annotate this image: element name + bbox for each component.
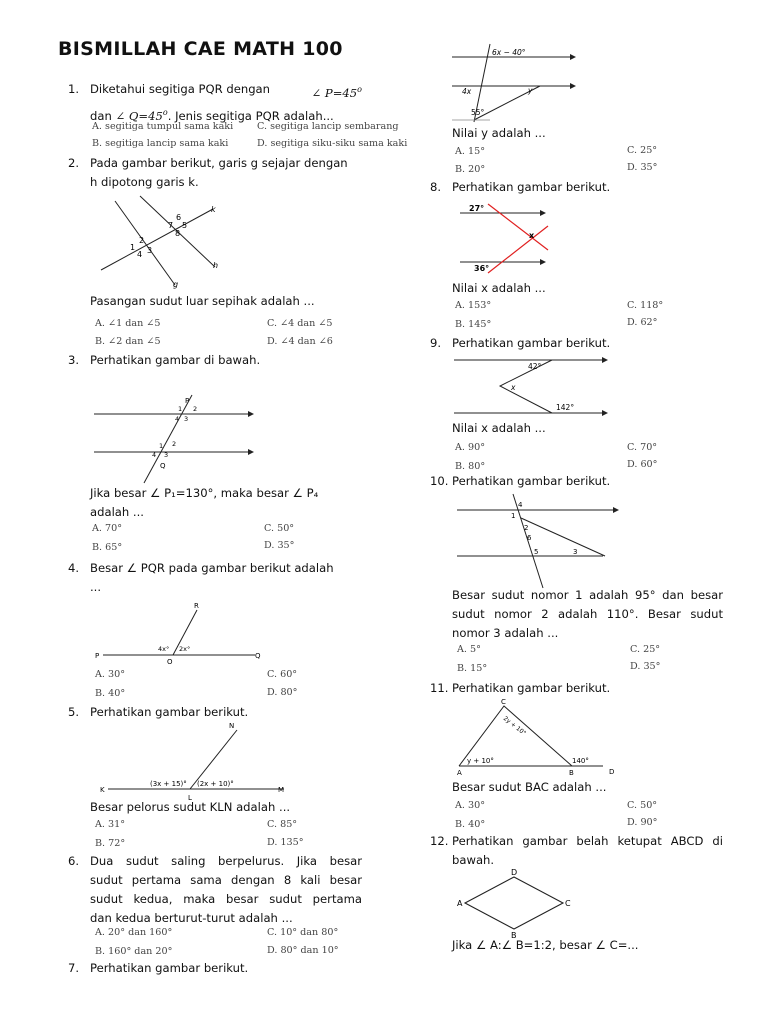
svg-text:1: 1	[159, 442, 164, 450]
svg-text:C: C	[565, 899, 571, 908]
question-text: Perhatikan gambar berikut.	[452, 180, 611, 194]
option-c[interactable]: C. 25°	[627, 145, 658, 156]
question-text: Diketahui segitiga PQR dengan ∠ $P=45^o$	[90, 82, 362, 100]
question-9: 9. Perhatikan gambar berikut.	[430, 334, 725, 354]
svg-text:2y + 10°: 2y + 10°	[501, 715, 528, 738]
question-text: bawah.	[452, 853, 495, 867]
svg-text:140°: 140°	[572, 757, 589, 765]
svg-text:O: O	[167, 658, 173, 666]
question-prompt: Jika ∠ A:∠ B=1:2, besar ∠ C=...	[452, 938, 639, 952]
svg-text:B: B	[569, 769, 574, 777]
svg-text:P: P	[185, 397, 190, 405]
option-d[interactable]: D. 35°	[264, 540, 295, 551]
svg-text:M: M	[278, 786, 285, 794]
linear-pair-figure	[100, 720, 290, 800]
svg-text:B: B	[511, 931, 517, 940]
option-c[interactable]: C. 118°	[627, 300, 664, 311]
option-c[interactable]: C. 50°	[264, 523, 295, 534]
question-text: Perhatikan gambar di bawah.	[90, 353, 261, 367]
option-d[interactable]: D. 90°	[627, 817, 658, 828]
option-c[interactable]: C. 60°	[267, 669, 298, 680]
option-b[interactable]: B. segitiga lancip sama kaki	[92, 138, 229, 149]
option-b[interactable]: B. 40°	[95, 688, 126, 699]
svg-text:5: 5	[534, 548, 539, 556]
question-text: Perhatikan gambar belah ketupat ABCD di	[452, 834, 723, 848]
question-text: Besar ∠ PQR pada gambar berikut adalah	[90, 561, 334, 575]
svg-text:2: 2	[524, 524, 529, 532]
svg-text:3: 3	[164, 451, 169, 459]
rhombus-figure	[455, 867, 575, 939]
zigzag-figure	[452, 356, 612, 418]
option-d[interactable]: D. 80° dan 10°	[267, 945, 339, 956]
option-a[interactable]: A. 30°	[455, 800, 486, 811]
svg-text:1: 1	[130, 243, 136, 252]
question-text: ...	[90, 580, 102, 594]
question-text: Perhatikan gambar berikut.	[452, 474, 611, 488]
option-d[interactable]: D. 135°	[267, 837, 304, 848]
svg-text:A: A	[457, 769, 462, 777]
svg-text:x: x	[511, 383, 516, 392]
svg-text:4x°: 4x°	[158, 645, 170, 653]
svg-text:2: 2	[193, 405, 198, 413]
option-a[interactable]: A. 70°	[92, 523, 123, 534]
question-8: 8. Perhatikan gambar berikut.	[430, 178, 725, 198]
svg-text:C: C	[501, 698, 506, 706]
option-d[interactable]: D. 62°	[627, 317, 658, 328]
label-g: g	[173, 280, 179, 289]
question-prompt: Besar sudut BAC adalah ...	[452, 780, 607, 794]
option-b[interactable]: B. 40°	[455, 819, 486, 830]
option-c[interactable]: C. 70°	[627, 442, 658, 453]
question-text: Pada gambar berikut, garis g sejajar dengan	[90, 156, 348, 170]
parallel-lines-figure	[95, 195, 225, 287]
option-a[interactable]: A. 15°	[455, 146, 486, 157]
svg-text:3: 3	[573, 548, 578, 556]
svg-text:K: K	[100, 786, 105, 794]
svg-text:x: x	[529, 231, 535, 240]
option-d[interactable]: D. 35°	[627, 162, 658, 173]
svg-text:R: R	[194, 602, 199, 610]
question-text: Dua sudut saling berpelurus. Jika besar	[90, 854, 362, 868]
option-b[interactable]: B. 15°	[457, 663, 488, 674]
svg-text:Q: Q	[255, 652, 261, 660]
svg-text:7: 7	[168, 221, 174, 230]
question-11: 11. Perhatikan gambar berikut.	[430, 679, 725, 699]
question-prompt: Jika besar ∠ P₁=130°, maka besar ∠ P₄ adalah ...	[90, 486, 319, 519]
question-text: h dipotong garis k.	[90, 175, 199, 189]
question-10: 10. Perhatikan gambar berikut.	[430, 472, 725, 492]
question-5: 5. Perhatikan gambar berikut.	[68, 703, 363, 723]
svg-text:27°: 27°	[469, 204, 485, 213]
svg-text:3: 3	[184, 415, 189, 423]
svg-text:6x − 40°: 6x − 40°	[492, 48, 526, 57]
svg-text:D: D	[609, 768, 615, 776]
triangle-figure	[453, 696, 623, 778]
svg-text:142°: 142°	[556, 403, 575, 412]
option-a[interactable]: A. 5°	[457, 644, 481, 655]
svg-text:Q: Q	[160, 462, 166, 470]
option-a[interactable]: A. segitiga tumpul sama kaki	[92, 121, 234, 132]
svg-text:8: 8	[175, 229, 181, 238]
svg-text:4: 4	[175, 415, 180, 423]
svg-text:D: D	[511, 868, 518, 877]
question-text: Perhatikan gambar berikut.	[90, 961, 249, 975]
svg-text:4x: 4x	[462, 87, 472, 96]
label-h: h	[213, 261, 219, 270]
svg-text:2: 2	[139, 236, 145, 245]
question-prompt: Besar pelorus sudut KLN adalah ...	[90, 800, 291, 814]
option-c[interactable]: C. segitiga lancip sembarang	[257, 121, 399, 132]
svg-text:2: 2	[172, 440, 177, 448]
question-text: Perhatikan gambar berikut.	[90, 705, 249, 719]
option-c[interactable]: C. 25°	[630, 644, 661, 655]
question-text: dan ∠ $Q=45^o$. Jenis segitiga PQR adalah...	[90, 107, 334, 123]
option-c[interactable]: C. 10° dan 80°	[267, 927, 339, 938]
option-b[interactable]: B. 20°	[455, 164, 486, 175]
svg-text:1: 1	[178, 405, 183, 413]
question-7: 7. Perhatikan gambar berikut.	[68, 959, 363, 979]
svg-text:4: 4	[518, 501, 523, 509]
question-prompt: Nilai x adalah ...	[452, 281, 546, 295]
svg-text:2x°: 2x°	[179, 645, 191, 653]
parallel-lines-figure	[455, 492, 620, 590]
svg-text:(3x + 15)°: (3x + 15)°	[150, 780, 187, 788]
svg-text:N: N	[229, 722, 235, 730]
parallel-lines-figure	[450, 44, 580, 124]
svg-text:y: y	[528, 86, 533, 95]
option-d[interactable]: D. 35°	[630, 661, 661, 672]
question-prompt: Pasangan sudut luar sepihak adalah ...	[90, 294, 315, 308]
svg-text:55°: 55°	[471, 108, 485, 117]
option-b[interactable]: B. 160° dan 20°	[95, 946, 173, 957]
option-b[interactable]: B. 72°	[95, 838, 126, 849]
question-text: sudut pertama sama dengan 8 kali besar	[90, 873, 362, 887]
svg-text:4: 4	[137, 250, 143, 259]
parallel-lines-figure	[458, 200, 558, 278]
question-2: 2. Pada gambar berikut, garis g sejajar dengan h dipotong garis k.	[68, 154, 363, 194]
svg-text:A: A	[457, 899, 463, 908]
question-prompt: Besar sudut nomor 1 adalah 95° dan besar sudut nomor 2 adalah 110°. Besar sudut nomor 3 adalah ...	[452, 588, 723, 640]
question-6: 6. Dua sudut saling berpelurus. Jika besar sudut pertama sama dengan 8 kali besar sudut kedua, maka besar sudut pertama dan kedua berturut-turut adalah ...	[68, 852, 363, 928]
option-a[interactable]: A. 20° dan 160°	[95, 927, 173, 938]
svg-text:L: L	[188, 794, 192, 802]
question-1	[68, 80, 363, 123]
question-text: sudut kedua, maka besar sudut pertama	[90, 892, 362, 906]
svg-text:3: 3	[147, 246, 153, 255]
question-number: 1.	[68, 82, 80, 96]
option-b[interactable]: B. 65°	[92, 542, 123, 553]
svg-text:P: P	[95, 652, 100, 660]
option-d[interactable]: D. ∠4 dan ∠6	[267, 336, 333, 347]
question-text: Perhatikan gambar berikut.	[452, 336, 611, 350]
page-title: BISMILLAH CAE MATH 100	[58, 38, 343, 60]
question-12: 12. Perhatikan gambar belah ketupat ABCD di bawah.	[430, 832, 725, 872]
label-k: k	[211, 205, 216, 214]
option-d[interactable]: D. 80°	[267, 687, 298, 698]
option-a[interactable]: A. 153°	[455, 300, 492, 311]
option-c[interactable]: C. 85°	[267, 819, 298, 830]
question-prompt: Nilai y adalah ...	[452, 126, 546, 140]
svg-text:36°: 36°	[474, 264, 490, 273]
option-c[interactable]: C. ∠4 dan ∠5	[267, 318, 333, 329]
svg-text:4: 4	[152, 451, 157, 459]
option-a[interactable]: A. 31°	[95, 819, 126, 830]
question-3: 3. Perhatikan gambar di bawah.	[68, 351, 363, 371]
option-a[interactable]: A. 90°	[455, 442, 486, 453]
question-4: 4. Besar ∠ PQR pada gambar berikut adalah ...	[68, 559, 363, 599]
svg-text:5: 5	[182, 221, 188, 230]
option-b[interactable]: B. 80°	[455, 461, 486, 472]
angle-figure	[95, 598, 270, 666]
svg-text:1: 1	[511, 512, 516, 520]
question-prompt: Nilai x adalah ...	[452, 421, 546, 435]
option-c[interactable]: C. 50°	[627, 800, 658, 811]
question-text: dan kedua berturut-turut adalah ...	[90, 911, 293, 925]
svg-text:42°: 42°	[528, 362, 542, 371]
svg-text:(2x + 10)°: (2x + 10)°	[197, 780, 234, 788]
option-a[interactable]: A. 30°	[95, 669, 126, 680]
svg-text:y + 10°: y + 10°	[467, 757, 494, 765]
question-text: Perhatikan gambar berikut.	[452, 681, 611, 695]
svg-text:6: 6	[527, 534, 532, 542]
svg-text:6: 6	[176, 213, 182, 222]
option-b[interactable]: B. 145°	[455, 319, 492, 330]
option-d[interactable]: D. segitiga siku-siku sama kaki	[257, 138, 408, 149]
option-b[interactable]: B. ∠2 dan ∠5	[95, 336, 161, 347]
transversal-figure	[92, 395, 254, 485]
option-d[interactable]: D. 60°	[627, 459, 658, 470]
option-a[interactable]: A. ∠1 dan ∠5	[95, 318, 161, 329]
